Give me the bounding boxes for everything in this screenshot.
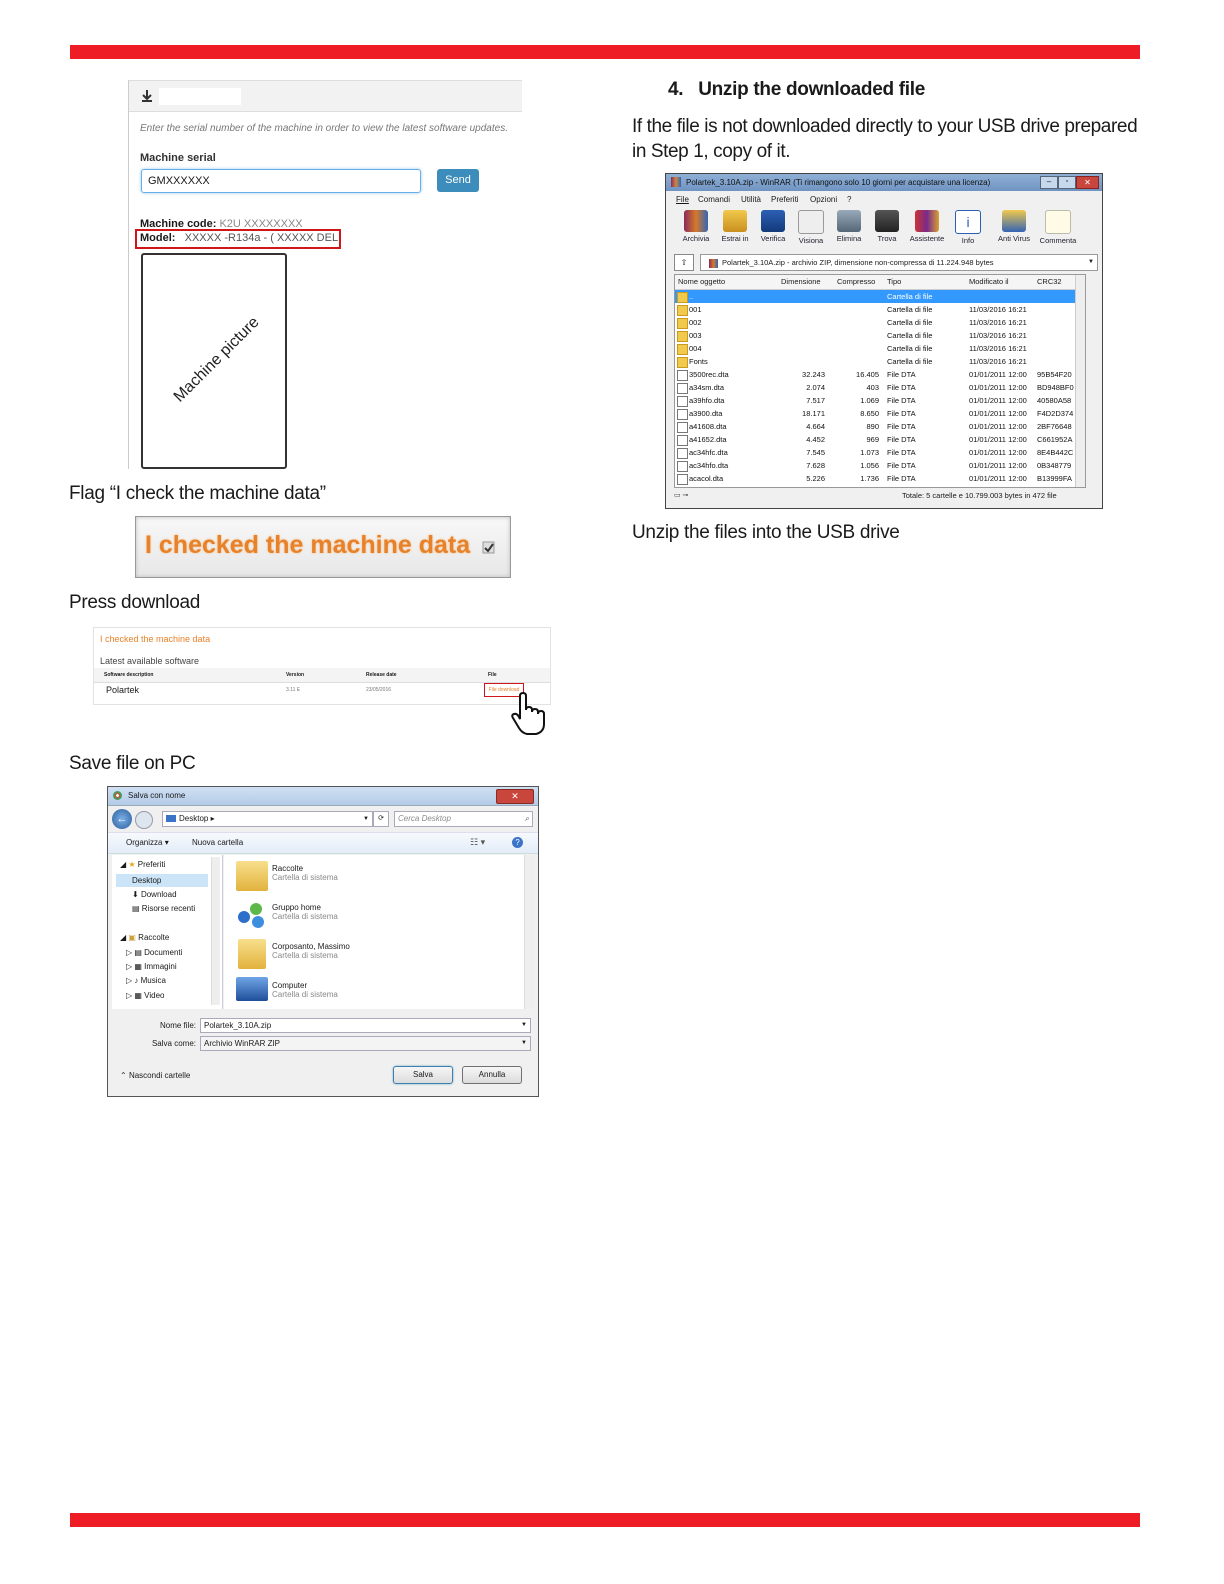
verify-icon [761,210,785,232]
file-compressed: 403 [866,383,879,392]
file-size: 5.226 [806,474,825,483]
close-button[interactable]: ✕ [1076,176,1099,189]
location-text: Desktop [179,814,209,823]
file-size: 32.243 [802,370,825,379]
user-folder-icon [238,939,266,969]
help-icon[interactable]: ? [512,837,523,848]
file-modified: 11/03/2016 16:21 [969,318,1027,327]
send-button[interactable]: Send [437,169,479,192]
file-type: File DTA [887,422,916,431]
file-compressed: 969 [866,435,879,444]
folder-icon [677,305,688,316]
tool-extract[interactable]: Estrai in [715,210,755,243]
file-compressed: 16.405 [856,370,879,379]
table-row[interactable] [675,381,1085,394]
file-crc: BD948BF0 [1037,383,1074,392]
table-row[interactable] [675,420,1085,433]
file-size: 7.545 [806,448,825,457]
file-list-header [675,275,1085,290]
file-modified: 11/03/2016 16:21 [969,357,1027,366]
file-modified: 01/01/2011 12:00 [969,409,1027,418]
sw-release-date: 23/05/2016 [366,687,392,693]
dialog-title: Salva con nome [128,791,186,800]
file-type: File DTA [887,396,916,405]
file-size: 4.452 [806,435,825,444]
file-modified: 01/01/2011 12:00 [969,383,1027,392]
archive-path-text: Polartek_3.10A.zip - archivio ZIP, dimensione non-compressa di 11.224.948 bytes [722,258,994,267]
step4-title: Unzip the downloaded file [698,79,926,100]
save-caption: Save file on PC [69,753,196,774]
file-compressed: 1.069 [860,396,879,405]
file-compressed: 890 [866,422,879,431]
file-crc: 2BF76648 [1037,422,1072,431]
file-type: Cartella di file [887,357,933,366]
model-value: XXXXX -R134a - ( XXXXX DEL [184,232,339,244]
sw-table-header [94,668,550,683]
file-icon [677,435,688,446]
file-type: File DTA [887,370,916,379]
table-row[interactable] [675,433,1085,446]
extract-icon [723,210,747,232]
up-folder-icon[interactable]: ⇧ [674,254,694,271]
sw-table-row [94,683,550,699]
search-placeholder: Cerca Desktop [398,814,451,823]
menu-tools[interactable]: Utilità [741,195,762,204]
zip-icon [709,259,718,268]
search-icon: ⌕ [524,814,529,823]
maximize-button[interactable]: ▫ [1058,176,1076,189]
file-modified: 11/03/2016 16:21 [969,344,1027,353]
menu-favorites[interactable]: Preferiti [771,195,799,204]
drive-icon: ▭ ⊸ [674,492,689,499]
file-modified: 11/03/2016 16:21 [969,305,1027,314]
col-description: Software description [104,672,154,678]
model-label: Model: [140,232,176,244]
file-modified: 01/01/2011 12:00 [969,396,1027,405]
step4-number: 4. [668,79,684,100]
file-name: acacol.dta [689,474,724,483]
filename-label: Nome file: [159,1021,196,1030]
nav-download[interactable]: ⬇ Download [132,890,177,899]
bottom-red-rule [70,1513,1140,1527]
file-type: Cartella di file [887,292,933,301]
col-compressed[interactable]: Compresso [837,277,876,286]
file-modified: 11/03/2016 16:21 [969,331,1027,340]
folder-icon [677,318,688,329]
tool-antivirus[interactable]: Anti Virus [994,210,1034,243]
tool-wizard[interactable]: Assistente [907,210,947,243]
col-name[interactable]: Nome oggetto [678,277,726,286]
hand-pointer-icon [510,692,546,736]
menu-file[interactable]: File [676,195,689,204]
file-download-link[interactable]: File download [484,683,524,697]
nav-desktop[interactable]: Desktop [116,874,208,887]
file-type: Cartella di file [887,344,933,353]
close-button[interactable]: ✕ [496,789,534,804]
checked-text: I checked the machine data [145,531,471,559]
nav-favorites[interactable]: ◢ ★ Preferiti [120,860,166,869]
file-list [674,274,1086,488]
winrar-title: Polartek_3.10A.zip - WinRAR (Ti rimangono solo 10 giorni per acquistare una licenza) [686,178,991,187]
machine-serial-panel [128,80,522,469]
file-size: 7.517 [806,396,825,405]
tool-info[interactable]: i Info [948,210,988,245]
archive-path-bar[interactable] [700,254,1098,271]
item-user-folder[interactable]: Corposanto, Massimo Cartella di sistema [272,942,350,960]
filename-input[interactable]: Polartek_3.10A.zip ▼ [200,1018,531,1033]
file-modified: 01/01/2011 12:00 [969,370,1027,379]
col-crc[interactable]: CRC32 [1037,277,1062,286]
folder-icon [677,357,688,368]
file-icon [677,422,688,433]
file-name: 3500rec.dta [689,370,729,379]
file-name: ac34hfo.dta [689,461,729,470]
file-type: File DTA [887,448,916,457]
tool-archive[interactable]: Archivia [676,210,716,243]
file-size: 2.074 [806,383,825,392]
file-name: 001 [689,305,702,314]
filename-dropdown-icon: ▼ [521,1022,527,1028]
file-icon [677,396,688,407]
file-crc: C661952A [1037,435,1073,444]
dialog-titlebar [108,787,538,806]
table-row[interactable] [675,290,1085,303]
savetype-select[interactable]: Archivio WinRAR ZIP ▼ [200,1036,531,1051]
item-homegroup[interactable]: Gruppo home Cartella di sistema [272,903,338,921]
refresh-icon[interactable]: ⟳ [373,811,389,827]
info-icon: i [955,210,981,234]
table-row[interactable] [675,394,1085,407]
item-computer[interactable]: Computer Cartella di sistema [272,981,338,999]
file-crc: 95B54F20 [1037,370,1072,379]
file-icon [677,383,688,394]
cancel-button[interactable]: Annulla [462,1066,522,1084]
file-name: .. [689,292,694,301]
tool-comment[interactable]: Commenta [1038,210,1078,245]
header-placeholder [159,88,241,105]
file-icon [677,370,688,381]
winrar-titlebar [666,174,1102,191]
table-row[interactable] [675,303,1085,316]
table-row[interactable] [675,407,1085,420]
nav-video[interactable]: ▷ ▦ Video [126,991,165,1000]
nav-scrollbar[interactable] [211,857,220,1005]
file-modified: 01/01/2011 12:00 [969,448,1027,457]
sw-version: 3.11 E [286,687,301,693]
table-row[interactable] [675,446,1085,459]
file-name: a39hfo.dta [689,396,725,405]
col-file: File [488,672,497,678]
hide-folders-toggle[interactable]: ⌃ Nascondi cartelle [120,1071,191,1080]
download-icon [141,89,153,103]
model-line [140,232,338,244]
file-modified: 01/01/2011 12:00 [969,435,1027,444]
machine-picture-text: Machine picture [170,313,263,406]
machine-code-label: Machine code: [140,218,217,230]
folder-icon [677,331,688,342]
location-bar[interactable]: Desktop ▸ ▼ [162,811,373,827]
tool-delete[interactable]: Elimina [829,210,869,243]
step4-body: If the file is not downloaded directly to your USB drive prepared in Step 1, copy of it. [632,116,1138,162]
view-icon [798,210,824,234]
file-crc: 40580A58 [1037,396,1072,405]
file-type: Cartella di file [887,305,933,314]
homegroup-icon [236,901,268,929]
serial-label: Machine serial [140,152,216,164]
col-release-date: Release date [366,672,397,678]
file-modified: 01/01/2011 12:00 [969,422,1027,431]
savetype-dropdown-icon: ▼ [521,1040,527,1046]
comment-icon [1045,210,1071,234]
unzip-caption: Unzip the files into the USB drive [632,522,900,543]
file-size: 7.628 [806,461,825,470]
serial-input[interactable]: GMXXXXXX [141,169,421,193]
forward-arrow-icon[interactable] [135,811,153,829]
file-crc: 8E4B442C [1037,448,1074,457]
file-type: Cartella di file [887,318,933,327]
content-scrollbar[interactable] [524,855,534,1009]
wizard-icon [915,210,939,232]
save-as-dialog [107,786,539,1097]
file-name: 003 [689,331,702,340]
folder-icon [677,344,688,355]
menu-options[interactable]: Opzioni [810,195,838,204]
file-size: 4.664 [806,422,825,431]
file-name: 002 [689,318,702,327]
flag-caption: Flag “I check the machine data” [69,483,326,504]
file-modified: 01/01/2011 12:00 [969,474,1027,483]
path-dropdown-icon: ▼ [1088,259,1094,265]
file-type: File DTA [887,474,916,483]
nav-music[interactable]: ▷ ♪ Musica [126,976,166,985]
file-name: a3900.dta [689,409,723,418]
file-crc: B13999FA [1037,474,1073,483]
checked-machine-data-banner[interactable] [135,516,511,578]
minimize-button[interactable]: – [1040,176,1058,189]
computer-icon [236,977,268,1001]
archive-icon [684,210,708,232]
command-bar [108,832,538,854]
step4-heading [668,79,925,101]
machine-code-value: K2U XXXXXXXX [219,218,303,230]
status-text: Totale: 5 cartelle e 10.799.003 bytes in 472 file [902,491,1057,500]
table-row[interactable] [675,329,1085,342]
chrome-icon [113,791,122,800]
desktop-icon [166,815,176,822]
table-row[interactable] [675,368,1085,381]
press-caption: Press download [69,592,200,613]
file-type: File DTA [887,409,916,418]
menu-commands[interactable]: Comandi [698,195,731,204]
col-modified[interactable]: Modificato il [969,277,1009,286]
antivirus-icon [1002,210,1026,232]
save-button[interactable]: Salva [393,1066,453,1084]
savetype-label: Salva come: [151,1039,196,1048]
file-modified: 01/01/2011 12:00 [969,461,1027,470]
search-input[interactable] [394,811,533,827]
col-size[interactable]: Dimensione [781,277,821,286]
sw-heading: Latest available software [100,656,200,666]
col-type[interactable]: Tipo [887,277,902,286]
file-compressed: 1.056 [860,461,879,470]
file-crc: F4D2D374 [1037,409,1074,418]
new-folder-button[interactable]: Nuova cartella [192,838,244,847]
file-type: File DTA [887,383,916,392]
file-size: 18.171 [802,409,825,418]
navigation-pane [112,855,223,1009]
top-red-rule [70,45,1140,59]
software-panel [93,627,551,705]
file-name: a41652.dta [689,435,727,444]
winrar-app-icon [671,177,681,187]
libraries-folder-icon [236,861,268,891]
back-arrow-icon[interactable]: ← [112,809,132,829]
file-compressed: 8.650 [860,409,879,418]
location-dropdown-icon[interactable]: ▼ [363,816,369,822]
winrar-window [665,173,1103,509]
winrar-menubar [666,193,1102,207]
sw-checked-text: I checked the machine data [100,634,211,644]
file-list-scrollbar[interactable] [1075,275,1086,487]
file-icon [677,448,688,459]
organize-menu[interactable]: Organizza ▾ [126,838,169,847]
table-row[interactable] [675,355,1085,368]
menu-help[interactable]: ? [847,195,852,204]
content-pane [224,855,534,1009]
table-row[interactable] [675,342,1085,355]
file-name: ac34hfc.dta [689,448,728,457]
file-name: a34sm.dta [689,383,725,392]
binoculars-icon [875,210,899,232]
nav-documents[interactable]: ▷ ▤ Documenti [126,948,183,957]
tool-verify[interactable]: Verifica [753,210,793,243]
delete-icon [837,210,861,232]
file-name: Fonts [689,357,708,366]
file-type: File DTA [887,461,916,470]
table-row[interactable] [675,459,1085,472]
file-compressed: 1.736 [860,474,879,483]
file-crc: 0B348779 [1037,461,1072,470]
file-type: File DTA [887,435,916,444]
file-compressed: 1.073 [860,448,879,457]
nav-libraries[interactable]: ◢ ▣ Raccolte [120,933,170,942]
machine-picture-box [141,253,287,469]
file-type: Cartella di file [887,331,933,340]
col-version: Version [286,672,305,678]
folder-icon [677,292,688,303]
file-icon [677,409,688,420]
serial-instruction: Enter the serial number of the machine in order to view the latest software updates. [140,123,508,134]
file-icon [677,474,688,485]
panel-header [129,81,522,112]
table-row[interactable] [675,472,1085,485]
file-icon [677,461,688,472]
checkbox-checked-icon[interactable] [482,541,495,554]
file-name: 004 [689,344,702,353]
table-row[interactable] [675,316,1085,329]
file-name: a41608.dta [689,422,727,431]
nav-recent[interactable]: ▤ Risorse recenti [132,904,196,913]
view-options-icon[interactable]: ☷ ▾ [470,837,486,847]
sw-description: Polartek [106,685,140,695]
tool-view[interactable]: Visiona [791,210,831,245]
tool-find[interactable]: Trova [867,210,907,243]
nav-images[interactable]: ▷ ▦ Immagini [126,962,177,971]
item-libraries[interactable]: Raccolte Cartella di sistema [272,864,338,882]
